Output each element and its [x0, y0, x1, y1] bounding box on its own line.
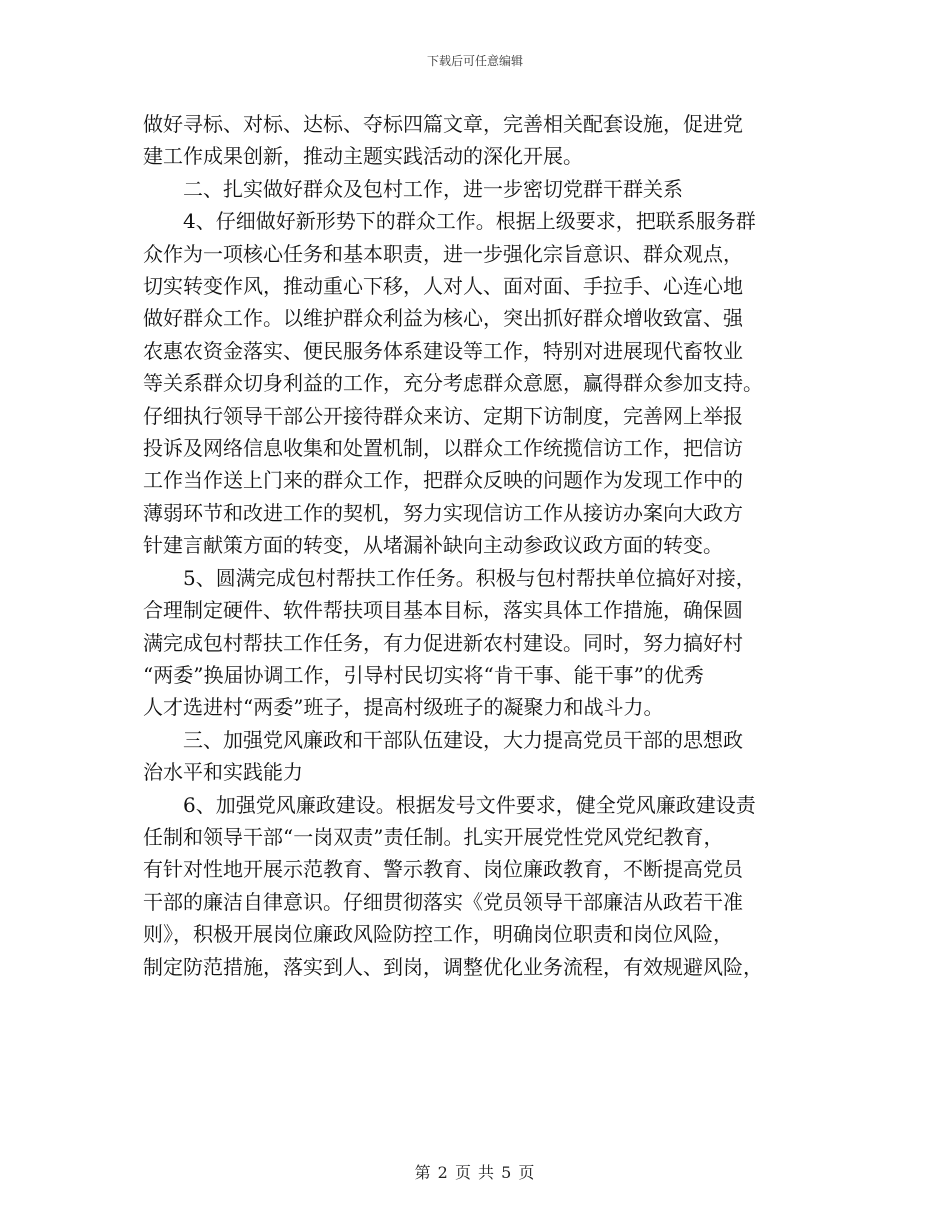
- text-line: 工作当作送上门来的群众工作，把群众反映的问题作为发现工作中的: [143, 468, 743, 493]
- text-line: 5、圆满完成包村帮扶工作任务。积极与包村帮扶单位搞好对接，: [143, 565, 756, 590]
- text-line: 满完成包村帮扶工作任务，有力促进新农村建设。同时，努力搞好村: [143, 630, 743, 655]
- text-line: 针建言献策方面的转变，从堵漏补缺向主动参政议政方面的转变。: [143, 533, 723, 558]
- document-body: [143, 108, 823, 983]
- text-line: 合理制定硬件、软件帮扶项目基本目标，落实具体工作措施，确保圆: [143, 598, 743, 623]
- text-line: 则》，积极开展岗位廉政风险防控工作，明确岗位职责和岗位风险，: [143, 922, 733, 947]
- text-line: 做好群众工作。以维护群众利益为核心，突出抓好群众增收致富、强: [143, 306, 743, 331]
- text-line: 4、仔细做好新形势下的群众工作。根据上级要求，把联系服务群: [143, 209, 756, 234]
- page-number: 第 2 页 共 5 页: [414, 1163, 536, 1182]
- text-line: 做好寻标、对标、达标、夺标四篇文章，完善相关配套设施，促进党: [143, 112, 743, 136]
- text-line: 建工作成果创新，推动主题实践活动的深化开展。: [143, 144, 583, 169]
- section-heading: 三、加强党风廉政和干部队伍建设，大力提高党员干部的思想政: [143, 727, 743, 752]
- section-heading: 二、扎实做好群众及包村工作，进一步密切党群干群关系: [143, 176, 683, 201]
- section-heading: 治水平和实践能力: [143, 760, 303, 785]
- text-line: 薄弱环节和改进工作的契机，努力实现信访工作从接访办案向大政方: [143, 500, 743, 525]
- text-line: 众作为一项核心任务和基本职责，进一步强化宗旨意识、群众观点，: [143, 241, 743, 266]
- text-line: “两委”换届协调工作，引导村民切实将“肯干事、能干事”的优秀: [143, 662, 704, 687]
- text-line: 仔细执行领导干部公开接待群众来访、定期下访制度，完善网上举报: [143, 403, 743, 428]
- page-header: 下载后可任意编辑: [426, 54, 523, 68]
- text-line: 等关系群众切身利益的工作，充分考虑群众意愿，赢得群众参加支持。: [143, 371, 763, 396]
- text-line: 有针对性地开展示范教育、警示教育、岗位廉政教育，不断提高党员: [143, 857, 743, 882]
- text-line: 切实转变作风，推动重心下移，人对人、面对面、手拉手、心连心地: [143, 274, 743, 299]
- text-line: 6、加强党风廉政建设。根据发号文件要求，健全党风廉政建设责: [143, 792, 756, 817]
- text-line: 投诉及网络信息收集和处置机制，以群众工作统揽信访工作，把信访: [143, 436, 743, 461]
- text-line: 制定防范措施，落实到人、到岗，调整优化业务流程，有效规避风险，: [143, 954, 763, 979]
- text-line: 干部的廉洁自律意识。仔细贯彻落实《党员领导干部廉洁从政若干准: [143, 889, 743, 914]
- text-line: 任制和领导干部“一岗双责”责任制。扎实开展党性党风党纪教育，: [143, 824, 724, 849]
- text-line: 农惠农资金落实、便民服务体系建设等工作，特别对进展现代畜牧业: [143, 338, 743, 363]
- text-line: 人才选进村“两委”班子，提高村级班子的凝聚力和战斗力。: [143, 695, 664, 720]
